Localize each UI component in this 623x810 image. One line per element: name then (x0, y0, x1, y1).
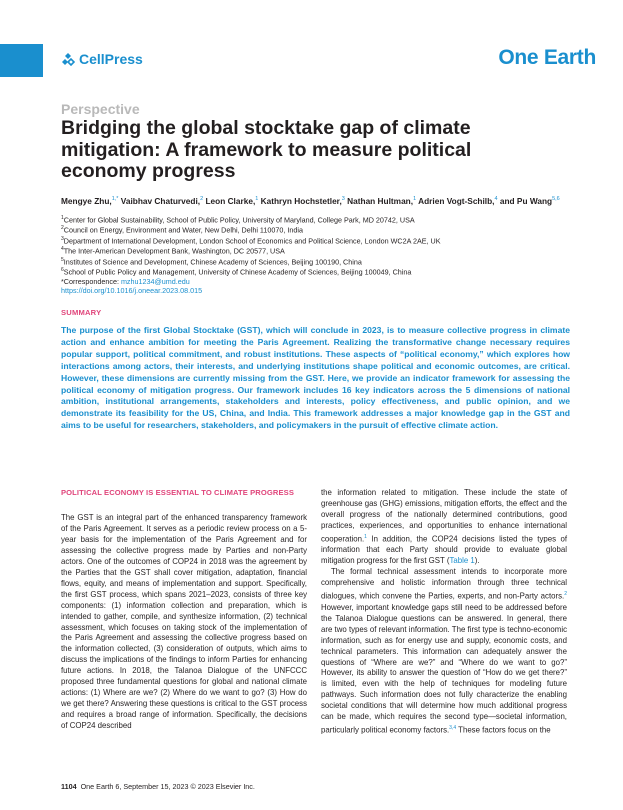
journal-name[interactable]: One Earth (498, 46, 596, 69)
affiliation-line: $^1$Center for Global Sustainability, School of Public Policy, University of Maryland, College Park, MD 20742, USA (61, 215, 415, 225)
footer-citation: One Earth 6, September 15, 2023 © 2023 Elsevier Inc. (80, 782, 255, 791)
affiliation-line: $^6$School of Public Policy and Management, University of Chinese Academy of Sciences, Beijing 100049, China (61, 267, 412, 277)
author-affiliation-mark: 2 (200, 196, 204, 202)
cellpress-icon (61, 52, 75, 66)
author-list (61, 194, 561, 206)
author-affiliation-mark: 5,6 (552, 196, 560, 202)
author-affiliation-mark: 1 (255, 196, 259, 202)
author-affiliation-mark: 1,* (111, 196, 119, 202)
author-name: and Pu Wang (497, 195, 553, 206)
correspondence: *Correspondence: mzhu1234@umd.edu (61, 276, 190, 286)
article-title: Bridging the global stocktake gap of climate mitigation: A framework to measure political economy progress (61, 117, 472, 182)
page-footer (61, 782, 255, 791)
body-column-right (321, 488, 567, 737)
author-name: Kathryn Hochstetler, (258, 195, 342, 206)
author-name: Leon Clarke, (203, 195, 256, 206)
page-number: 1104 (61, 782, 77, 791)
body-column-left (61, 488, 307, 732)
author-affiliation-mark: 3 (341, 196, 345, 202)
reference-link[interactable]: 3,4 (449, 725, 457, 732)
table-link[interactable]: Table 1 (449, 556, 475, 566)
affiliations (61, 214, 561, 295)
publisher-logo[interactable] (61, 51, 143, 67)
affiliation-line: $^3$Department of International Development, London School of Economics and Political Science, London WC2A 2AE, UK (61, 235, 441, 246)
doi-link[interactable]: https://doi.org/10.1016/j.oneear.2023.08.015 (61, 286, 203, 295)
summary-heading: SUMMARY (61, 308, 102, 317)
author-name: Mengye Zhu, (61, 195, 112, 206)
author-affiliation-mark: 1 (413, 196, 417, 202)
author-name: Nathan Hultman, (344, 195, 414, 206)
article-type: Perspective (61, 101, 140, 117)
publisher-name: CellPress (79, 51, 143, 67)
affiliation-line: $^5$Institutes of Science and Development, Chinese Academy of Sciences, Beijing 100190, China (61, 256, 362, 267)
section-heading: POLITICAL ECONOMY IS ESSENTIAL TO CLIMATE PROGRESS (61, 488, 294, 497)
author-affiliation-mark: 4 (494, 196, 498, 202)
affiliation-line: $^4$The Inter-American Development Bank, Washington, DC 20577, USA (61, 246, 285, 256)
paragraph: The formal technical assessment intends to incorporate more comprehensive and holistic information through three technical dialogues, which convene the Parties, experts, and non-Party actors.$^2$ However, important knowledge gaps still need to be addressed before the Talanoa Dialogue questions can be answered. In general, there are two types of relevant information. The first type is techno-economic information, such as for energy use and supply, economic costs, and technical parameters. This information can adequately answer the questions of “Where are we?” and “Where do we want to go?” However, its ability to answer the question of “How do we get there?” is limited, even with the help of techniques for modeling future pathways. Such information does not fully characterize the enabling societal conditions that will determine how much additional progress can be made, which requires the second type—societal information, particularly political economy factors.$^{3,4}$ These factors focus on the (321, 567, 567, 735)
paragraph: The GST is an integral part of the enhanced transparency framework of the Paris Agreement. It serves as a periodic review process on a 5-year basis for the implementation of the Paris Agreement and for assessing the collective progress made by Parties and non-Party actors. One of the outcomes of COP24 in 2018 was the agreement by the Parties that the GST shall cover mitigation, adaptation, financial flows, equity, and means of implementation and support. Specifically, the first GST process, which spans 2021–2023, consists of three key components: (1) information collection and preparation, which is intended to gather, compile, and synthesize information, (2) technical assessment, which focuses on taking stock of the implementation of the Paris Agreement and assessing the collective progress based on the information collected, (3) consideration of outputs, which aims to discuss the implications of the findings to inform Parties for enhancing future actions. In 2018, the Talanoa Dialogue of the UNFCCC proposed three fundamental questions for global and national climate actions: (1) Where are we? (2) Where do we want to go? (3) How do we get there? Answering these questions is critical to the GST process and requires a broad range of information. Specifically, the decisions of COP24 described (61, 513, 307, 731)
reference-link[interactable]: 2 (564, 591, 567, 598)
affiliation-line: $^2$Council on Energy, Environment and Water, New Delhi, Delhi 110070, India (61, 225, 303, 235)
author-name: Adrien Vogt-Schilb, (416, 195, 495, 206)
summary-text: The purpose of the first Global Stocktake (GST), which will conclude in 2023, is to measure collective progress in climate action and enhance ambition for meeting the Paris Agreement. Realizing the transformative change necessary requires popular support, political commitment, and robust institutions. These aspects of “political economy,” which explores how interactions among actors, their interests, and underlying institutions shape political and economic outcomes, are critical. However, these dimensions are currently missing from the GST. Here, we provide an indicator framework for assessing the political economy of mitigation progress. Our framework includes 16 key indicators across the 5 dimensions of national ambition, institutional arrangements, stakeholders and interests, policy effectiveness, and public opinion, and we demonstrate its feasibility for the US, China, and India. This framework addresses a major knowledge gap in the GST and aims to be useful for researchers, stakeholders, and policymakers in the pursuit of effective climate action. (61, 325, 570, 431)
correspondence-email[interactable]: mzhu1234@umd.edu (120, 276, 190, 286)
paragraph: the information related to mitigation. These include the state of greenhouse gas (GHG) emissions, mitigation efforts, the effect and the overall progress of the nationally determined contributions, good practices, experiences, and opportunities to enhance international cooperation.$^1$ In addition, the COP24 decisions listed the types of information that each Party should provide to evaluate global mitigation progress for the first GST (Table 1). (321, 488, 567, 566)
reference-link[interactable]: 1 (364, 533, 367, 540)
author-name: Vaibhav Chaturvedi, (118, 195, 201, 206)
header-color-tab (0, 44, 43, 77)
